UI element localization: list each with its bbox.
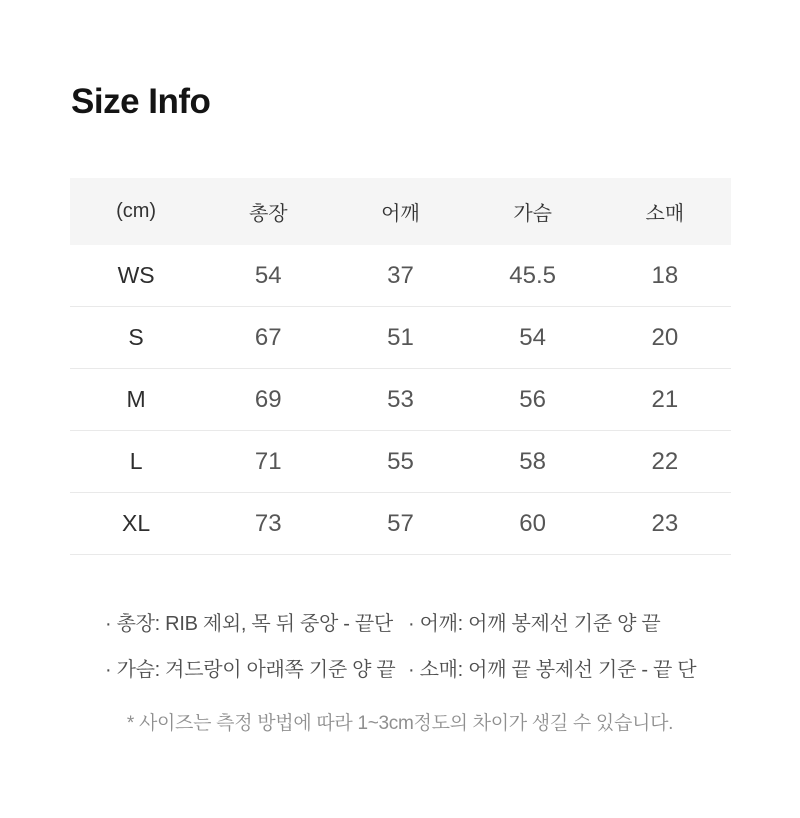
- value-cell: 73: [254, 509, 282, 537]
- note-chongjang: · 총장: RIB 제외, 목 뒤 중앙 - 끝단: [105, 613, 393, 635]
- value-cell: 21: [651, 385, 679, 413]
- page-title: Size Info: [71, 82, 211, 121]
- size-table: [70, 178, 731, 555]
- column-header-1: 총장: [248, 203, 288, 225]
- size-label: XL: [122, 510, 151, 536]
- measurement-notes: [105, 607, 705, 699]
- column-header-4: 소매: [645, 203, 685, 225]
- value-cell: 22: [651, 447, 679, 475]
- value-cell: 56: [519, 385, 546, 413]
- value-cell: 58: [519, 447, 546, 475]
- notes-row-2: [105, 653, 705, 682]
- value-cell: 71: [254, 447, 282, 475]
- column-header-2: 어깨: [381, 203, 420, 225]
- size-table-body: [70, 245, 731, 555]
- value-cell: 69: [254, 385, 282, 413]
- value-cell: 45.5: [509, 261, 557, 289]
- column-header-3: 가슴: [513, 203, 552, 225]
- value-cell: 23: [651, 509, 679, 537]
- value-cell: 60: [519, 509, 546, 537]
- note-eokkae: · 어깨: 어깨 봉제선 기준 양 끝: [408, 613, 661, 635]
- value-cell: 67: [254, 323, 282, 351]
- note-somae: · 소매: 어깨 끝 봉제선 기준 - 끝 단: [408, 659, 697, 681]
- size-disclaimer: * 사이즈는 측정 방법에 따라 1~3cm정도의 차이가 생길 수 있습니다.: [126, 713, 674, 734]
- table-row-xl: [70, 493, 731, 555]
- value-cell: 55: [387, 447, 414, 475]
- table-row-m: [70, 369, 731, 431]
- value-cell: 53: [387, 385, 414, 413]
- note-gaseum: · 가슴: 겨드랑이 아래쪽 기준 양 끝: [105, 659, 396, 681]
- value-cell: 20: [651, 323, 679, 351]
- value-cell: 18: [651, 261, 679, 289]
- size-label: S: [128, 324, 144, 350]
- column-header-0: (cm): [116, 200, 157, 222]
- value-cell: 54: [519, 323, 546, 351]
- size-label: M: [126, 386, 146, 412]
- value-cell: 54: [254, 261, 282, 289]
- table-row-l: [70, 431, 731, 493]
- value-cell: 57: [387, 509, 414, 537]
- size-table-header-row: [70, 178, 731, 245]
- notes-row-1: [105, 607, 705, 636]
- value-cell: 37: [387, 261, 414, 289]
- size-label: WS: [117, 262, 155, 288]
- table-row-ws: [70, 245, 731, 307]
- table-row-s: [70, 307, 731, 369]
- size-label: L: [129, 448, 143, 474]
- value-cell: 51: [387, 323, 414, 351]
